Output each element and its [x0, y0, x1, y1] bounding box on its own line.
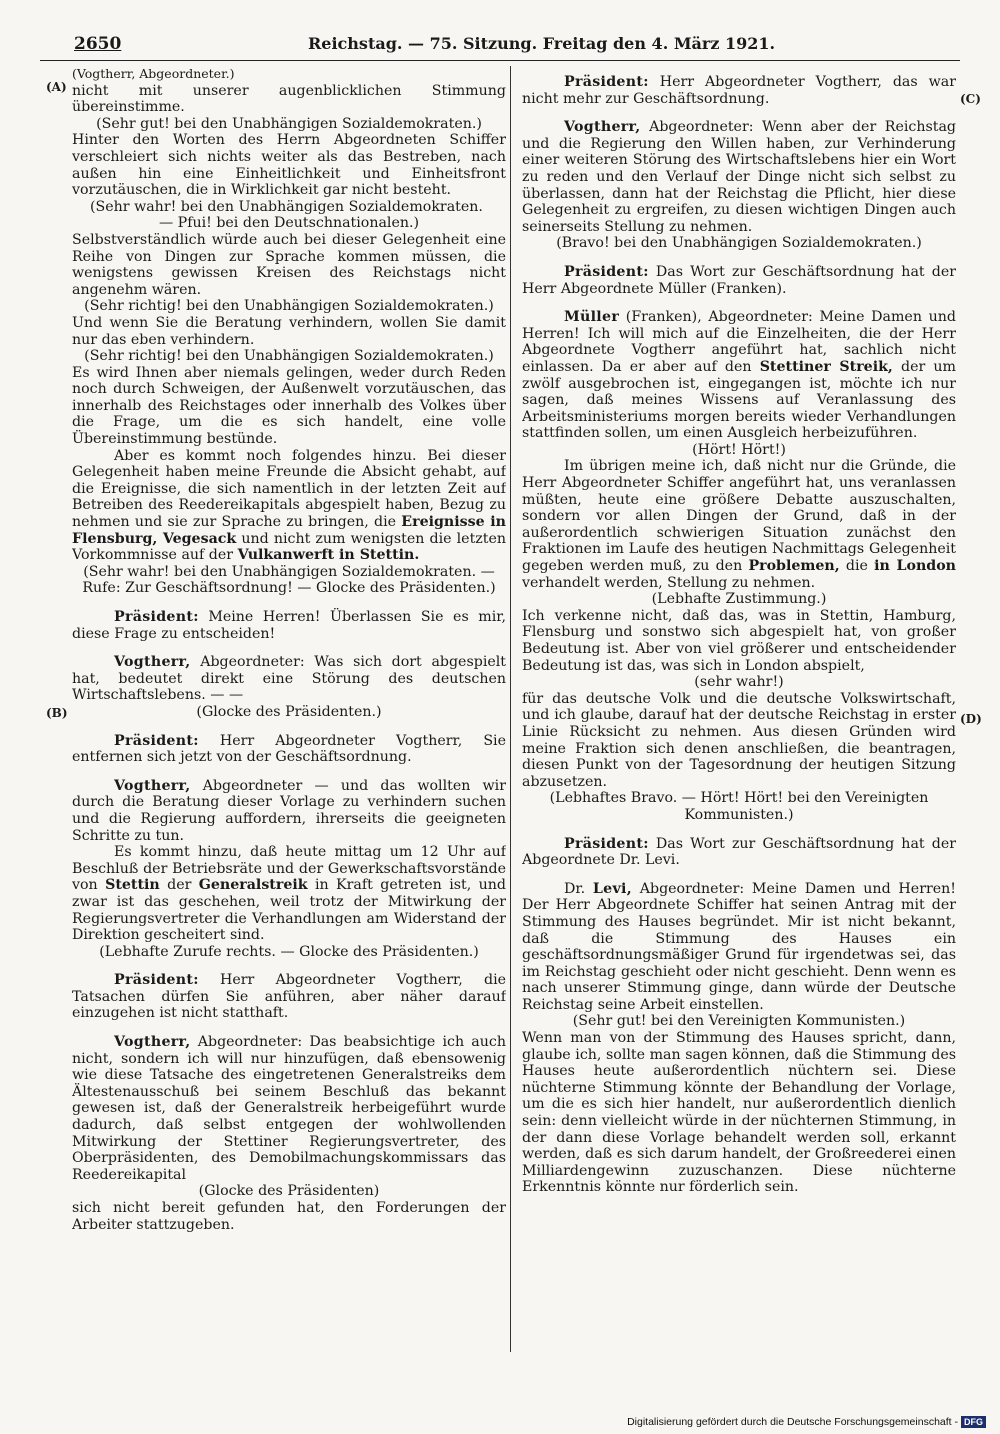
speech-text: (Franken), Abgeordneter: Meine Damen und Herren! Ich will mich auf die Einzelheiten, die der Herr Abgeordnete Vogtherr angeführt hat, sachlich nicht einlassen. Da er aber auf den	[522, 309, 956, 375]
speaker-name: Vogtherr,	[114, 654, 191, 671]
interjection: (Sehr wahr! bei den Unabhängigen Sozialdemokraten.	[90, 198, 483, 215]
speech	[522, 881, 956, 1014]
running-head: Reichstag. — 75. Sitzung. Freitag den 4. März 1921.	[308, 34, 776, 53]
interjection: (sehr wahr!)	[694, 674, 784, 691]
interjection: (Sehr gut! bei den Vereinigten Kommunisten.)	[572, 1013, 906, 1030]
emphasis: Generalstreik	[198, 877, 308, 894]
speech-text: Abgeordneter: Das beabsichtige ich auch nicht, sondern ich will nur hinzufügen, daß ebensowenig wie diese Tatsache des eingetretenen Generalstreiks dem Ältestenausschuß bei seinem Beschluß das bekannt gewesen ist, daß der Generalstreik herbeigeführt wurde dadurch, daß selbst entgegen der wohlwollenden Mitwirkung der Stettiner Regierungsvertreter, des Oberpräsidenten, des Demobilmachungskommissars das Reedereikapital	[72, 1034, 506, 1183]
speech	[72, 609, 506, 642]
paragraph: Ich verkenne nicht, daß das, was in Stettin, Hamburg, Flensburg und sonstwo sich abgespielt hat, von großer Bedeutung ist. Aber von viel größerer und entscheidender Bedeutung ist das, was sich in London abspielt,	[522, 607, 956, 674]
footer-credit	[627, 1416, 986, 1428]
emphasis: Vulkanwerft in Stettin.	[237, 547, 420, 564]
margin-mark-d: (D)	[960, 712, 982, 726]
left-column	[72, 66, 506, 1346]
column-divider	[510, 66, 511, 1352]
speech-text: Abgeordneter — und das wollten wir durch die Beratung dieser Vorlage zu verhindern suchen und die Regierung auffordern, ihrerseits die geeigneten Schritte zu tun.	[72, 777, 506, 844]
interjection: (Sehr richtig! bei den Unabhängigen Sozialdemokraten.)	[84, 298, 494, 315]
paragraph: für das deutsche Volk und die deutsche Volkswirtschaft, und ich glaube, darauf hat der deutsche Reichstag in erster Linie Rücksicht zu nehmen. Aus diesen Gründen wird meine Fraktion sich denen anschließen, die beantragen, diesen Punkt von der Tagesordnung der heutigen Sitzung abzusetzen.	[522, 690, 956, 790]
emphasis: Ereignisse in Flensburg, Vegesack	[72, 514, 506, 547]
interjection: (Hört! Hört!)	[692, 441, 786, 458]
speaker-name: Präsident:	[564, 835, 649, 852]
interjection: (Sehr richtig! bei den Unabhängigen Sozialdemokraten.)	[84, 348, 494, 365]
emphasis: in London	[874, 558, 956, 575]
speaker-name: Vogtherr,	[114, 1034, 191, 1051]
speaker-name: Vogtherr,	[564, 119, 641, 136]
speech-text: Meine Herren! Überlassen Sie es mir, diese Frage zu entscheiden!	[72, 609, 506, 642]
dfg-logo: DFG	[961, 1416, 986, 1428]
speaker-name: Levi,	[592, 880, 632, 897]
text: in Kraft getreten ist, und zwar ist das geschehen, weil trotz der Mitwirkung der Regierungsvertreter die Verhandlungen am Widerstand der Direktion gescheitert sind.	[72, 877, 506, 944]
page-number: 2650	[74, 34, 122, 54]
speech-text: Das Wort zur Geschäftsordnung hat der Abgeordnete Dr. Levi.	[522, 835, 956, 869]
speech	[522, 309, 956, 442]
text: verhandelt werden, Stellung zu nehmen.	[522, 574, 816, 591]
paragraph: Hinter den Worten des Herrn Abgeordneten Schiffer verschleiert sich nichts weiter als das Bestreben, nach außen hin eine Einheitlichkeit und Einheitsfront vorzutäuschen, die in Wirklichkeit gar nicht besteht.	[72, 132, 506, 199]
speaker-name: Müller	[564, 309, 620, 326]
running-header	[40, 30, 960, 61]
margin-mark-a: (A)	[46, 80, 67, 94]
emphasis: Problemen,	[748, 558, 840, 575]
speech-text: Herr Abgeordneter Vogtherr, die Tatsachen dürfen Sie anführen, aber näher darauf einzugehen ist nicht statthaft.	[72, 972, 506, 1022]
interjection: (Lebhaftes Bravo. — Hört! Hört! bei den Vereinigten Kommunisten.)	[549, 790, 929, 823]
speech	[522, 836, 956, 869]
interjection: — Pfui! bei den Deutschnationalen.)	[158, 215, 420, 232]
speaker-name: Präsident:	[564, 263, 649, 280]
emphasis: Stettin	[105, 877, 160, 894]
interjection: (Lebhafte Zurufe rechts. — Glocke des Präsidenten.)	[99, 943, 479, 960]
speech-text: Abgeordneter: Was sich dort abgespielt hat, bedeutet direkt eine Störung des deutschen Wirtschaftslebens. — —	[72, 654, 506, 704]
interjection: (Sehr wahr! bei den Unabhängigen Sozialdemokraten. — Rufe: Zur Geschäftsordnung! — Glocke des Präsidenten.)	[82, 563, 496, 597]
margin-mark-c: (C)	[960, 92, 981, 106]
speech	[72, 733, 506, 766]
speech	[522, 74, 956, 107]
speech	[522, 264, 956, 297]
emphasis: Stettiner Streik,	[759, 358, 893, 375]
speech-text: Herr Abgeordneter Vogtherr, Sie entfernen sich jetzt von der Geschäftsordnung.	[72, 732, 506, 766]
speaker-name: Präsident:	[114, 972, 199, 989]
text: und nicht zum wenigsten die letzten Vorkommnisse auf der	[72, 530, 506, 564]
speech	[72, 1034, 506, 1183]
paragraph: sich nicht bereit gefunden hat, den Forderungen der Arbeiter stattzugeben.	[72, 1200, 506, 1233]
speech-text: der um zwölf ausgebrochen ist, eingegangen ist, möchte ich nur sagen, daß meines Wissens auf Veranlassung des Arbeitsministeriums morgen bereits wieder Verhandlungen stattfinden sollen, um einen Ausgleich herbeizuführen.	[522, 358, 956, 442]
speaker-name: Vogtherr,	[114, 777, 191, 794]
speech	[522, 119, 956, 235]
paragraph: nicht mit unserer augenblicklichen Stimmung übereinstimme.	[72, 82, 506, 116]
interjection: (Sehr gut! bei den Unabhängigen Sozialdemokraten.)	[96, 115, 482, 132]
margin-mark-b: (B)	[46, 706, 68, 720]
speaker-name: Präsident:	[114, 732, 199, 749]
interjection: (Glocke des Präsidenten.)	[196, 703, 382, 720]
speech-text: Herr Abgeordneter Vogtherr, das war nicht mehr zur Geschäftsordnung.	[522, 74, 956, 107]
footer-text: Digitalisierung gefördert durch die Deutsche Forschungsgemeinschaft -	[627, 1415, 958, 1428]
text: Aber es kommt noch folgendes hinzu. Bei dieser Gelegenheit haben meine Freunde die Absicht gehabt, auf die Ereignisse, die sich namentlich in der letzten Zeit auf Betreiben des Reedereikapitals abgespielt haben, Bezug zu nehmen und sie zur Sprache zu bringen, die	[72, 447, 506, 531]
paragraph	[522, 458, 956, 591]
interjection: (Glocke des Präsidenten)	[198, 1183, 380, 1200]
interjection: (Lebhafte Zustimmung.)	[651, 591, 827, 608]
paragraph: Es wird Ihnen aber niemals gelingen, weder durch Reden noch durch Schweigen, der Außenwelt vorzutäuschen, das innerhalb des Reichstages oder innerhalb des Volkes über die Frage, um die es sich handelt, eine volle Übereinstimmung bestünde.	[72, 364, 506, 448]
speech-text: Das Wort zur Geschäftsordnung hat der Herr Abgeordnete Müller (Franken).	[522, 263, 956, 297]
speech-text: Abgeordneter: Meine Damen und Herren! Der Herr Abgeordnete Schiffer hat seinen Antrag mit der Stimmung des Hauses begründet. Mir ist nicht bekannt, daß die Stimmung des Hauses ein geschäftsordnungsmäßiger Grund für irgendetwas sei, das im Reichstag geschieht oder nicht geschieht. Denn wenn es nach unserer Stimmung ginge, dann würde der Deutsche Reichstag seine Arbeit einstellen.	[522, 880, 956, 1013]
speaker-continuation: (Vogtherr, Abgeordneter.)	[72, 66, 235, 81]
speech-text: Abgeordneter: Wenn aber der Reichstag und die Regierung den Willen haben, zur Verhinderung einer weiteren Störung des Wirtschaftslebens hier ein Wort zu reden und den Verlauf der Dinge nicht sich selbst zu überlassen, dann hat der Reichstag die Pflicht, hier diese Gelegenheit zu ergreifen, zu diesen wichtigen Dingen auch seinerseits Stellung zu nehmen.	[522, 119, 956, 235]
speaker-name: Präsident:	[564, 74, 649, 90]
text: der	[159, 877, 199, 894]
paragraph: Und wenn Sie die Beratung verhindern, wollen Sie damit nur das eben verhindern.	[72, 314, 506, 348]
text: Im übrigen meine ich, daß nicht nur die Gründe, die Herr Abgeordneter Schiffer angeführt hat, uns veranlassen müßten, heute eine größere Debatte auszuschalten, sondern vor allen Dingen der Grund, daß in der außerordentlich schwierigen Situation zunächst den Fraktionen im Laufe des heutigen Nachmittags Gelegenheit gegeben werden muß, zu den	[522, 458, 956, 575]
paragraph	[72, 448, 506, 564]
paragraph: Selbstverständlich würde auch bei dieser Gelegenheit eine Reihe von Dingen zur Sprache kommen müssen, die wenigstens gewissen Kreisen des Reichstags nicht angenehm wären.	[72, 231, 506, 298]
paragraph	[72, 844, 506, 944]
speech	[72, 654, 506, 704]
speaker-title: Dr.	[564, 880, 593, 897]
paragraph: Wenn man von der Stimmung des Hauses spricht, dann, glaube ich, sollte man sagen können, daß die Stimmung des Hauses heute außerordentlich nüchtern sei. Diese nüchterne Stimmung könnte der Behandlung der Vorlage, um die es sich hier handelt, nur außerordentlich dienlich sein: denn vielleicht würde in der nüchternen Stimmung, in der dann diese Vorlage behandelt werden soll, erkannt werden, daß es sich darum handelt, der Großreederei einen Milliardengewinn zuzuschanzen. Diese nüchterne Erkenntnis könnte nur förderlich sein.	[522, 1030, 956, 1196]
speech	[72, 972, 506, 1022]
speaker-name: Präsident:	[114, 609, 199, 625]
right-column	[522, 66, 956, 1346]
speech	[72, 778, 506, 844]
text: die	[839, 558, 875, 575]
interjection: (Bravo! bei den Unabhängigen Sozialdemokraten.)	[556, 235, 922, 252]
text: Es kommt hinzu, daß heute mittag um 12 Uhr auf Beschluß der Betriebsräte und der Gewerkschaftsvorstände von	[72, 844, 506, 894]
